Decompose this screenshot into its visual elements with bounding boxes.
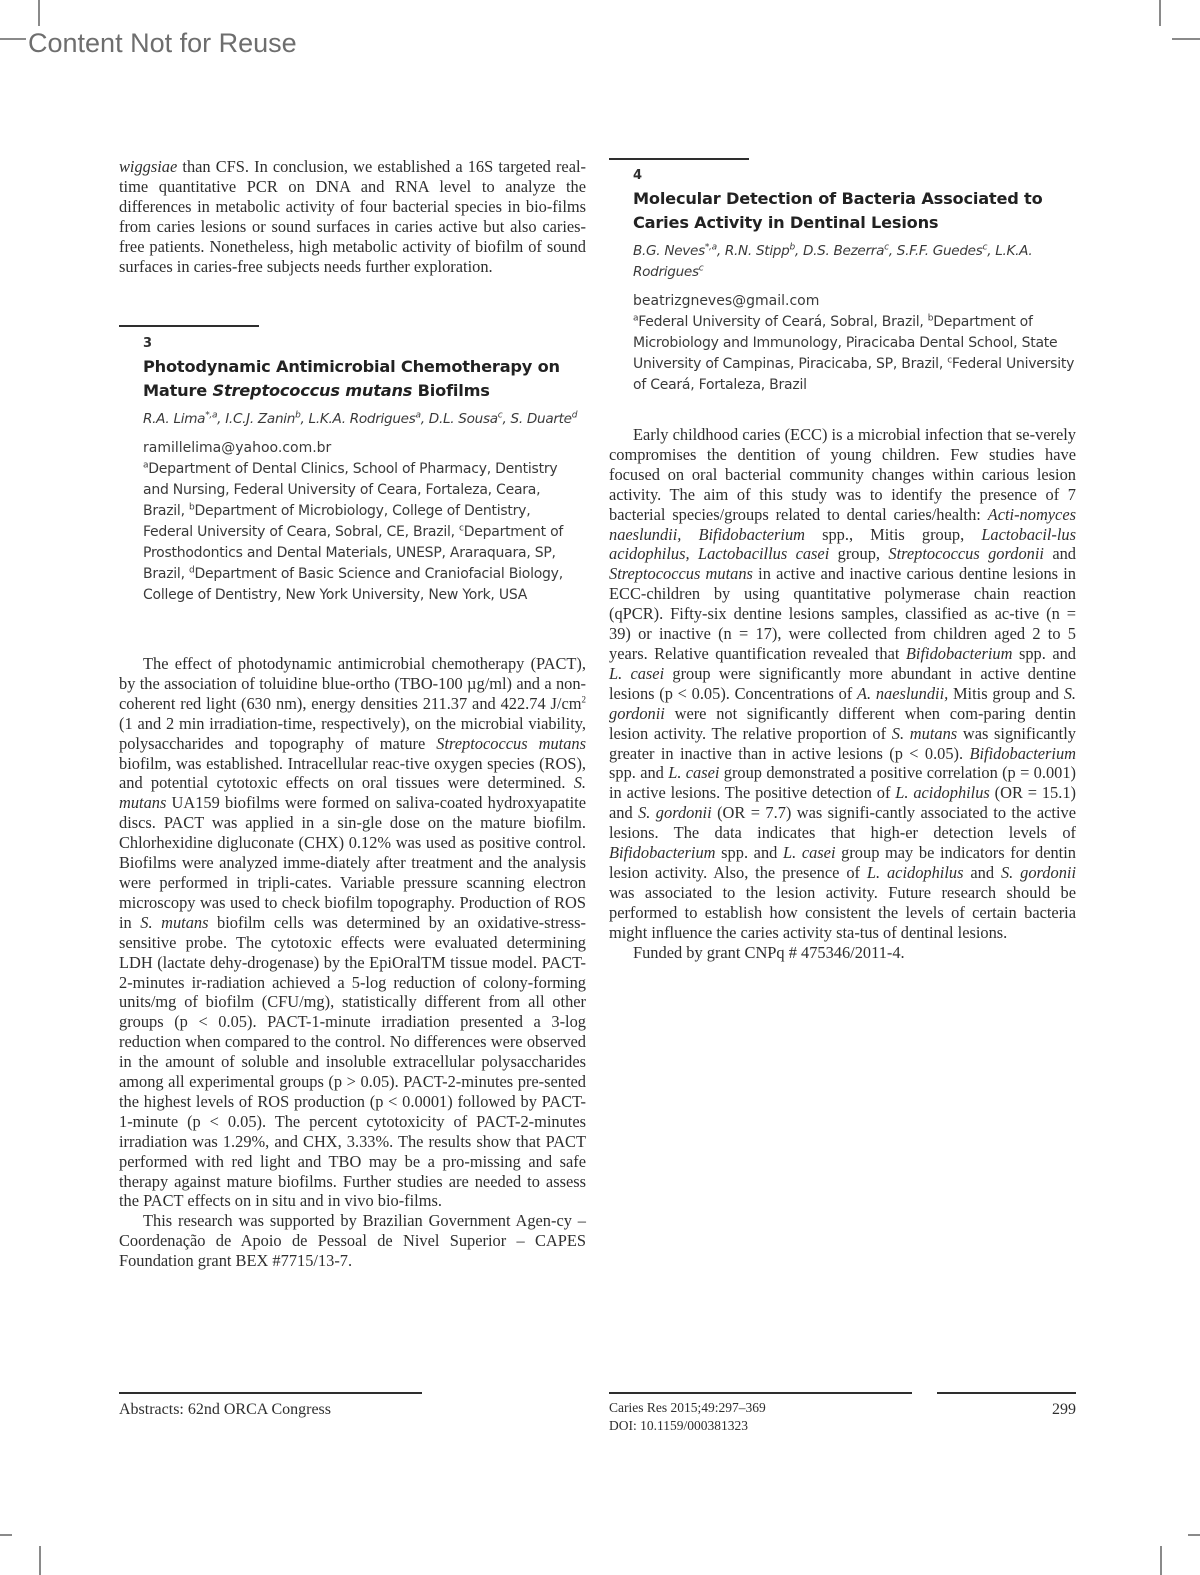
author-name: L.K.A. Rodrigues xyxy=(308,411,416,427)
affiliation-text: Federal University of Ceará, Sobral, Brazil, xyxy=(638,314,928,330)
footer-publication: Abstracts: 62nd ORCA Congress xyxy=(119,1401,331,1418)
italic-run: Bifidobacterium xyxy=(905,643,1013,663)
abstract-number: 4 xyxy=(633,168,643,183)
affiliation-text: Department of Dental Clinics, School of Pharmacy, Dentistry and Nursing, Federal University of Ceara, Fortaleza, Ceara, Brazil, xyxy=(143,461,558,519)
affiliations xyxy=(633,312,1083,396)
italic-run: L. acidophilus xyxy=(895,783,990,803)
text-run: The effect of photodynamic antimicrobial chemotherapy (PACT), by the association of toluidine blue-ortho (TBO-100 µg/ml) and a non-coherent red light (630 nm), energy densities 211.37 and 422.74 J/cm xyxy=(119,654,586,713)
affiliation-marker: d xyxy=(188,565,195,576)
italic-run: Lactobacil-lus acidophilus, Lactobacillus casei xyxy=(609,524,1077,564)
crop-mark-top-right-horizontal xyxy=(1172,38,1200,40)
author-affiliation-marker: c xyxy=(698,263,704,274)
page-number: 299 xyxy=(1052,1401,1076,1418)
text-run: (OR = 7.7) was signifi-cantly associated to the active lesions. The data indicates that high-er detection levels of xyxy=(609,803,1076,843)
footer-rule-right xyxy=(937,1392,1076,1394)
abstract-number: 3 xyxy=(143,336,153,351)
author-affiliation-marker: c xyxy=(884,242,889,253)
affiliation-text: Federal University of Ceará, Fortaleza, Brazil xyxy=(633,356,1075,393)
author-affiliation-marker: b xyxy=(789,242,795,253)
italic-run: S. mutans xyxy=(891,723,958,743)
italic-run: S. mutans xyxy=(140,912,209,932)
text-run: group demonstrated a positive correlation (p = 0.001) in active lesions. The positive detection of xyxy=(609,763,1076,803)
author-email: beatrizgneves@gmail.com xyxy=(633,293,820,309)
affiliation-marker: a xyxy=(143,460,149,471)
abstract-4-body xyxy=(609,425,1076,962)
italic-run: L. casei xyxy=(782,843,836,863)
text-run: This research was supported by Brazilian Government Agen-cy – Coordenação de Apoio de Pessoal de Nivel Superior – CAPES Foundation grant BEX #7715/13-7. xyxy=(119,1211,586,1271)
crop-mark-bottom-right-horizontal xyxy=(1188,1534,1200,1536)
author-affiliation-marker: c xyxy=(497,410,503,421)
author-affiliation-marker: *,a xyxy=(704,242,717,253)
italic-run: wiggsiae xyxy=(119,157,178,176)
abstract-paragraph xyxy=(119,654,586,1211)
text-run: biofilm cells was determined by an oxidative-stress-sensitive probe. The cytotoxic effects were evaluated determining LDH (lactate dehy-drogenase) by the EpiOralTM tissue model. PACT-2-minutes ir-radiation achieved a 5-log reduction of colony-forming units/mg of biofilm (CFU/mg), statistically different from all other groups (p < 0.05). PACT-1-minute irradiation presented a 3-log reduction when compared to the control. No differences were observed in the amount of soluble and insoluble extracellular polysaccharides among all experimental groups (p > 0.05). PACT-2-minutes pre-sented the highest levels of ROS production (p < 0.0001) followed by PACT-1-minute (p < 0.05). The percent cytotoxicity of PACT-2-minutes irradiation was 1.29%, and CHX, 3.33%. The results show that PACT performed with red light and TBO may be a pro-missing and safe therapy against mature biofilms. Further studies are needed to assess the PACT effects on in situ and in vivo bio-films. xyxy=(119,912,586,1211)
crop-mark-top-left-vertical xyxy=(38,0,40,26)
footer-rule-left xyxy=(119,1392,422,1394)
italic-run: S. gordonii xyxy=(1000,862,1076,882)
author-name: L.K.A. Rodrigues xyxy=(633,243,1033,280)
text-run: was associated to the lesion activity. Future research should be performed to establish how consistent the levels of certain bacteria might influence the caries activity sta-tus of dentinal lesions. xyxy=(609,882,1076,942)
text-run: UA159 biofilms were formed on saliva-coated hydroxyapatite discs. PACT was applied in a sin-gle dose on the mature biofilm. Chlorhexidine digluconate (CHX) 0.12% was used as positive control. Biofilms were analyzed imme-diately after treatment and the analysis were performed in tripli-cates. Variable pressure scanning electron microscopy was used to check biofilm topography. Production of ROS in xyxy=(119,793,586,932)
author-affiliation-marker: a xyxy=(415,410,421,421)
affiliation-text: Department of Microbiology and Immunology, Piracicaba Dental School, State University of Campinas, Piracicaba, SP, Brazil, xyxy=(633,314,1058,372)
crop-mark-bottom-left-vertical xyxy=(39,1546,41,1575)
author-affiliation-marker: d xyxy=(571,410,578,421)
affiliation-marker: c xyxy=(947,355,952,366)
abstract-3-header xyxy=(143,336,583,606)
author-name: B.G. Neves xyxy=(633,243,705,259)
text-run: Biofilms xyxy=(412,381,490,400)
footer-journal-citation: Caries Res 2015;49:297–369 xyxy=(609,1400,766,1415)
affiliations xyxy=(143,459,583,606)
italic-run: S. gordonii xyxy=(609,683,1076,723)
italic-run: L. acidophilus xyxy=(866,862,964,882)
abstract-title xyxy=(143,355,583,403)
text-run: (OR = 15.1) and xyxy=(609,783,1076,823)
funding-paragraph xyxy=(609,943,1076,963)
text-run: than CFS. In conclusion, we established a 16S targeted real-time quantitative PCR on DNA and RNA level to analyze the differences in metabolic activity of four bacterial species in bio-films from caries lesions or sound surfaces in caries active but also caries-free patients. Nonetheless, high metabolic activity of biofilm of sound surfaces in caries-free subjects needs further exploration. xyxy=(119,157,586,276)
abstract-authors: R.A. Lima$^{*,a}$, I.C.J. Zanin$^b$, L.K.A. Rodrigues$^a$, D.L. Sousa$^c$, S. Duarte$^d$ xyxy=(143,410,578,427)
author-name: D.S. Bezerra xyxy=(802,243,885,259)
text-run: biofilm, was established. Intracellular reac-tive oxygen species (ROS), and potential cytotoxic effects on oral tissues were determined. xyxy=(119,753,586,793)
abstract-4-header xyxy=(633,168,1083,396)
text-run: and xyxy=(1043,544,1076,564)
author-affiliation-marker: b xyxy=(295,410,301,421)
continuation-paragraph xyxy=(119,157,586,276)
author-name: D.L. Sousa xyxy=(428,411,498,427)
text-run: group may be indicators for dentin lesion activity. Also, the presence of xyxy=(609,843,1076,882)
text-run: spp. and xyxy=(715,843,783,863)
italic-run: A. naeslundii, xyxy=(856,683,949,703)
italic-run: Bifidobacterium xyxy=(609,843,716,863)
italic-run: Streptococcus mutans xyxy=(436,733,586,753)
text-run: was significantly greater in inactive than in active lesions (p < 0.05). xyxy=(609,723,1076,763)
text-run: Funded by grant CNPq # 475346/2011-4. xyxy=(633,942,905,962)
abstract-3-rule xyxy=(119,325,259,327)
text-run: spp. and xyxy=(1012,643,1076,663)
funding-paragraph xyxy=(119,1211,586,1271)
affiliation-text: Department of Microbiology, College of Dentistry, Federal University of Ceara, Sobral, CE, Brazil, xyxy=(143,503,531,540)
author-name: R.A. Lima xyxy=(143,411,206,427)
crop-mark-top-left-horizontal xyxy=(0,38,26,40)
text-run: Early childhood caries (ECC) is a microbial infection that se-verely compromises the dentition of young children. Few studies have focused on oral bacterial community changes within carious lesion activity. The aim of this study was to identify the presence of 7 bacterial species/groups related to dental caries/health: xyxy=(609,425,1076,524)
author-affiliation-marker: c xyxy=(982,242,988,253)
crop-mark-top-right-vertical xyxy=(1159,0,1161,26)
italic-run: Bifidobacterium xyxy=(969,743,1076,763)
abstract-authors: B.G. Neves$^{*,a}$, R.N. Stipp$^b$, D.S. Bezerra$^c$, S.F.F. Guedes$^c$, L.K.A. Rodrigues$^c$ xyxy=(633,242,1033,280)
author-name: R.N. Stipp xyxy=(724,243,790,259)
text-run: group, xyxy=(829,544,889,564)
author-name: S.F.F. Guedes xyxy=(896,243,983,259)
abstract-paragraph xyxy=(609,425,1076,943)
text-run: spp. and xyxy=(609,763,669,783)
text-run: Mitis group and xyxy=(948,683,1064,703)
crop-mark-bottom-left-horizontal xyxy=(0,1534,12,1536)
affiliation-marker: c xyxy=(459,523,464,534)
author-name: I.C.J. Zanin xyxy=(225,411,296,427)
italic-run: Streptococcus mutans xyxy=(609,564,753,584)
author-email: ramillelima@yahoo.com.br xyxy=(143,440,332,456)
author-affiliation-marker: *,a xyxy=(205,410,218,421)
text-run: (1 and 2 min irradiation-time, respectively), on the microbial viability, polysaccharides and topography of mature xyxy=(119,713,586,753)
affiliation-marker: a xyxy=(633,313,639,324)
text-run: Photodynamic Antimicrobial Chemotherapy on Mature xyxy=(143,357,560,400)
text-run: were not significantly different when com-paring dentin lesion activity. The relative proportion of xyxy=(609,703,1076,743)
abstract-3-body xyxy=(119,654,586,1271)
italic-run: L. casei xyxy=(609,663,665,683)
abstract-4-rule xyxy=(609,158,749,160)
italic-run: Streptococcus gordonii xyxy=(888,544,1044,564)
superscript-run: 2 xyxy=(581,694,586,705)
text-run: group were significantly more abundant in active dentine lesions (p < 0.05). Concentrations of xyxy=(609,663,1076,703)
text-run: Molecular Detection of Bacteria Associated to Caries Activity in Dentinal Lesions xyxy=(633,189,1043,232)
affiliation-text: Department of Basic Science and Craniofacial Biology, College of Dentistry, New York University, New York, USA xyxy=(143,566,563,603)
affiliation-marker: b xyxy=(927,313,934,324)
footer-doi: DOI: 10.1159/000381323 xyxy=(609,1418,748,1433)
footer-rule-middle xyxy=(609,1392,912,1394)
affiliation-marker: b xyxy=(188,502,195,513)
left-continuation-text xyxy=(119,157,586,276)
watermark: Content Not for Reuse xyxy=(28,28,297,58)
affiliation-text: Department of Prosthodontics and Dental Materials, UNESP, Araraquara, SP, Brazil, xyxy=(143,524,564,582)
text-run: spp., Mitis group, xyxy=(805,524,982,544)
abstract-title xyxy=(633,187,1083,235)
italic-run: Acti-nomyces naeslundii, Bifidobacterium xyxy=(609,504,1076,544)
italic-run: Streptococcus mutans xyxy=(212,381,413,400)
text-run: in active and inactive carious dentine lesions in ECC-children by using quantitative polymerase chain reaction (qPCR). Fifty-six dentine lesions samples, classified as ac-tive (n = 39) or inactive (n = 17), were collected from children aged 2 to 5 years. Relative quantification revealed that xyxy=(609,564,1076,663)
text-run: and xyxy=(963,862,1001,882)
crop-mark-bottom-right-vertical xyxy=(1160,1546,1162,1575)
italic-run: S. mutans xyxy=(119,773,586,813)
italic-run: S. gordonii xyxy=(638,803,712,823)
author-name: S. Duarte xyxy=(510,411,572,427)
italic-run: L. casei xyxy=(668,763,720,783)
